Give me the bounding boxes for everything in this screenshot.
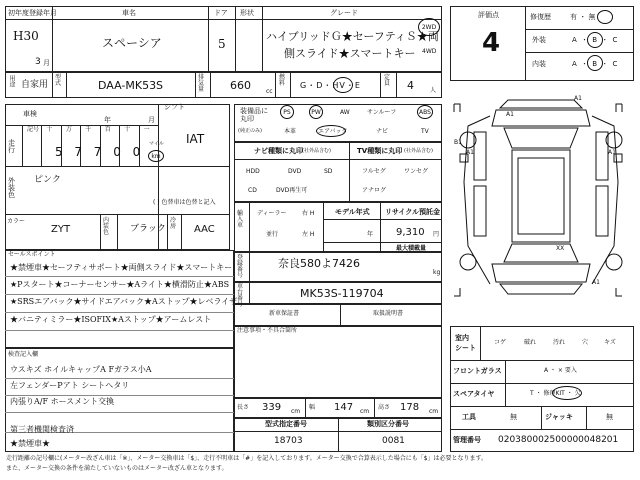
fuel-label: 燃料 <box>279 74 286 87</box>
length-unit: cm <box>291 408 301 415</box>
digit-label: 記号 <box>27 126 40 133</box>
glass-options: A ・ × 要入 <box>544 367 577 374</box>
eq-abs-circle: ABS <box>417 105 433 119</box>
grade-label: グレード <box>330 9 358 17</box>
inspection-label: 車検 <box>23 110 37 118</box>
chassis-value: MK53S-119704 <box>300 287 384 300</box>
class-no-value: 0081 <box>382 436 405 446</box>
spare-selected-circle <box>552 386 582 400</box>
mileage-digit: 7 <box>93 145 102 159</box>
nav-sd: SD <box>324 168 333 175</box>
digit-label: 十 <box>46 126 53 133</box>
reg-year-label: 初年度登録年月 <box>8 9 57 17</box>
registration-label: 登録番号 <box>237 254 244 279</box>
cap-unit: 人 <box>430 87 437 94</box>
max-load-label: 最大積載量 <box>396 245 427 252</box>
type-no-value: 18703 <box>274 436 303 446</box>
max-load-unit: kg <box>433 269 441 276</box>
mileage-digit: 7 <box>74 145 83 159</box>
door-label: ドア <box>214 9 228 17</box>
model-year-unit: 年 <box>367 231 374 238</box>
name-label: 車名 <box>122 9 136 17</box>
digit-label: 万 <box>65 126 72 133</box>
drive-2wd-circle: 2WD <box>418 18 440 36</box>
grade-line2: 側スライド★スマートキー <box>284 47 416 60</box>
cap-label: 定員 <box>384 74 391 87</box>
int-options: A ・ B ・ C <box>572 60 619 68</box>
tv-analog: アナログ <box>362 187 387 194</box>
tv-sub-label: (社外品含む) <box>404 148 433 154</box>
footer-line-2: また、メーター交換の条件を満たしていないものはメーター改ざん車となります。 <box>6 465 228 472</box>
ac-value: AAC <box>194 224 215 235</box>
mileage-unit-circle: km <box>148 150 164 162</box>
tv-fullseg: フルセグ <box>362 168 386 175</box>
mileage-label: 走行 <box>8 139 15 154</box>
inspector-line-1: ウスキズ ホイルキャップA Fガラス小A <box>10 365 152 374</box>
height-unit: cm <box>429 408 439 415</box>
import-parallel: 並行 <box>266 231 279 238</box>
reg-month-value: 3 <box>35 57 41 67</box>
seat-dirt: 汚れ <box>553 339 566 346</box>
diag-label-7: A1 <box>592 279 600 286</box>
length-value: 339 <box>262 402 282 413</box>
eq-airbag: エアバック <box>318 128 348 135</box>
nav-label: ナビ種類に丸印 <box>254 147 303 155</box>
seat-label: 室内 シート <box>455 334 476 352</box>
disp-label: 排気量 <box>198 74 205 93</box>
shift-value: IAT <box>186 132 205 146</box>
shape-label: 形状 <box>240 9 254 17</box>
seat-hole: 穴 <box>582 339 589 346</box>
repair-options: 有 ・ 無 <box>570 13 596 21</box>
height-label: 高さ <box>378 404 391 411</box>
shift-label: シフト <box>164 103 185 111</box>
manual-frame <box>234 304 442 326</box>
import-left: 左 H <box>302 231 315 238</box>
manual-label: 取扱説明書 <box>373 310 404 317</box>
exterior-label: 外装色 <box>8 177 15 199</box>
eq-pw-circle: PW <box>309 105 323 119</box>
recycle-unit: 円 <box>433 231 440 238</box>
width-value: 147 <box>334 402 354 413</box>
drive-4wd: 4WD <box>422 48 437 55</box>
score-value: 4 <box>482 28 501 58</box>
sales-line-1: ★禁煙車★セーフティサポート★両側スライド★スマートキー <box>10 263 233 272</box>
nav-dvd: DVD <box>288 168 302 175</box>
fuel-selected-circle <box>333 77 353 93</box>
color-code: ZYT <box>51 224 71 235</box>
seat-tear: 破れ <box>524 339 537 346</box>
diag-label-2: A1 <box>506 111 514 118</box>
nav-sub-label: (社外品含む) <box>302 148 331 154</box>
eq-ps-circle: PS <box>280 105 294 119</box>
import-label: 輸入車 <box>237 210 244 229</box>
eq-tv: TV <box>421 128 429 135</box>
grade-line1: ハイブリッドＧ★セーフティＳ★両 <box>266 30 439 43</box>
class-value: DAA-MK53S <box>98 79 164 92</box>
cap-value: 4 <box>407 79 414 92</box>
ext-selected-circle <box>587 32 603 48</box>
nav-hdd: HDD <box>246 168 260 175</box>
color-note: ( ) 色替車は色替と記入 <box>153 199 216 206</box>
sales-line-3: ★SRSエアバック★サイドエアバック★Aストップ★レベライザ <box>10 297 238 306</box>
nav-dvd-play: DVD再生可 <box>276 187 308 194</box>
import-dealer: ディーラー <box>257 210 287 217</box>
disp-value: 660 <box>230 79 251 92</box>
sales-line-2: ★Pスタート★コーナーセンサー★Aライト★横滑防止★ABS <box>10 280 230 289</box>
equipment-sub-label: (純正のみ) <box>238 128 262 134</box>
digit-label: 千 <box>85 126 92 133</box>
notes-frame <box>234 326 442 398</box>
sales-label: セールスポイント <box>8 251 56 258</box>
type-no-label: 型式指定番号 <box>265 420 307 428</box>
repair-selected-circle <box>597 10 613 24</box>
seat-scratch: キズ <box>604 339 616 346</box>
reg-year-value: H30 <box>13 29 39 43</box>
spare-options: T ・ 修理KIT ・ 欠 <box>530 390 581 397</box>
equipment-label: 装備品に丸印 <box>240 107 268 123</box>
notes-label: 注意事項・不具合箇所 <box>237 327 298 334</box>
int-label: 内装 <box>532 60 546 68</box>
month-unit: 月 <box>43 59 50 67</box>
new-car-warranty: 新車保証書 <box>269 310 300 317</box>
inspector-line-2: 左フェンダーPアト シートヘタリ <box>10 381 130 390</box>
interior-color: ブラック <box>130 224 166 234</box>
row2-frame <box>5 72 442 98</box>
ext-options: A ・ B ・ C <box>572 36 619 44</box>
eq-sunroof: サンルーフ <box>367 109 397 116</box>
eq-leather: 本革 <box>284 128 297 135</box>
car-diagram <box>446 86 636 318</box>
model-year-label: モデル年式 <box>335 208 370 216</box>
length-label: 長さ <box>237 404 250 411</box>
height-value: 178 <box>400 402 420 413</box>
third-party-label: 第三者機関検査済 <box>10 425 74 434</box>
diag-label-3: B1 <box>454 139 462 146</box>
tools-value: 無 <box>510 413 517 421</box>
recycle-value: 9,310 <box>396 227 425 238</box>
glass-label: フロントガラス <box>453 367 502 375</box>
diag-label-5: A1 <box>466 149 474 156</box>
inspector-line-3: 内張りA/F ホースメント交換 <box>10 397 115 406</box>
eq-navi: ナビ <box>376 128 389 135</box>
ext-label: 外装 <box>532 36 546 44</box>
chassis-label: 車台番号 <box>237 283 244 308</box>
use-value: 自家用 <box>21 80 49 90</box>
ac-label: 冷房 <box>170 217 177 230</box>
spare-label: スペアタイヤ <box>453 390 495 398</box>
mileage-digit: 5 <box>55 145 63 159</box>
mgmt-label: 管理番号 <box>453 436 481 444</box>
color-code-label: カラー <box>7 218 26 225</box>
sales-line-4: ★バニティミラー★ISOFIX★Aストップ★アームレスト <box>10 315 212 324</box>
eq-airbag-circle <box>316 125 346 137</box>
width-label: 幅 <box>309 404 316 411</box>
repair-label: 修復歴 <box>530 13 551 21</box>
inspector-label: 検査記入欄 <box>8 351 39 358</box>
recycle-label: リサイクル預託金 <box>385 208 441 216</box>
digit-label: 一 <box>143 126 150 133</box>
car-name: スペーシア <box>102 36 162 50</box>
nav-cd: CD <box>248 187 257 194</box>
disp-unit: cc <box>266 88 273 95</box>
tv-label: TV種類に丸印 <box>357 147 403 155</box>
registration-value: 奈良580よ7426 <box>278 257 360 270</box>
door-value: 5 <box>218 37 226 51</box>
jack-label: ジャッキ <box>545 413 573 421</box>
inspection-year: 年 <box>104 116 111 124</box>
tools-label: 工具 <box>462 413 476 421</box>
mileage-digit: 0 <box>113 145 121 159</box>
int-selected-circle <box>587 55 603 71</box>
score-label: 評価点 <box>478 11 499 19</box>
diag-label-4: XX <box>556 245 565 252</box>
fuel-options: G・D・HV・E <box>300 81 361 90</box>
mileage-unit-mile: マイル <box>149 141 164 147</box>
diag-label-6: A1 <box>608 149 616 156</box>
digit-label: 十 <box>124 126 131 133</box>
diag-label-1: A1 <box>574 95 582 102</box>
class-no-label: 類別区分番号 <box>367 420 409 428</box>
interior-label: 内装色 <box>103 217 110 236</box>
mileage-digits <box>50 144 158 162</box>
mgmt-value: 020380002500000048201 <box>498 435 619 445</box>
width-unit: cm <box>360 408 370 415</box>
third-party-line: ★禁煙車★ <box>10 439 50 448</box>
class-label: 型式 <box>55 74 62 87</box>
jack-value: 無 <box>606 413 613 421</box>
car-outline-icon <box>446 86 636 318</box>
eq-aw: AW <box>340 109 350 116</box>
seat-koge: コゲ <box>494 339 507 346</box>
digit-label: 百 <box>104 126 111 133</box>
footer-line-1: 走行距離の記号欄に(メーター改ざん車は「※」、メーター交換車は「$」、走行不明車は「#」を記入しております。メーター交換で合算表示した場合にも「$」は必要となります。 <box>6 455 488 462</box>
digit-label-row <box>22 126 158 138</box>
tv-oneseg: ワンセグ <box>404 168 429 175</box>
exterior-color: ピンク <box>34 175 61 185</box>
inspection-month: 月 <box>148 116 155 124</box>
import-right: 右 H <box>302 210 315 217</box>
mileage-digit: 0 <box>132 145 141 159</box>
